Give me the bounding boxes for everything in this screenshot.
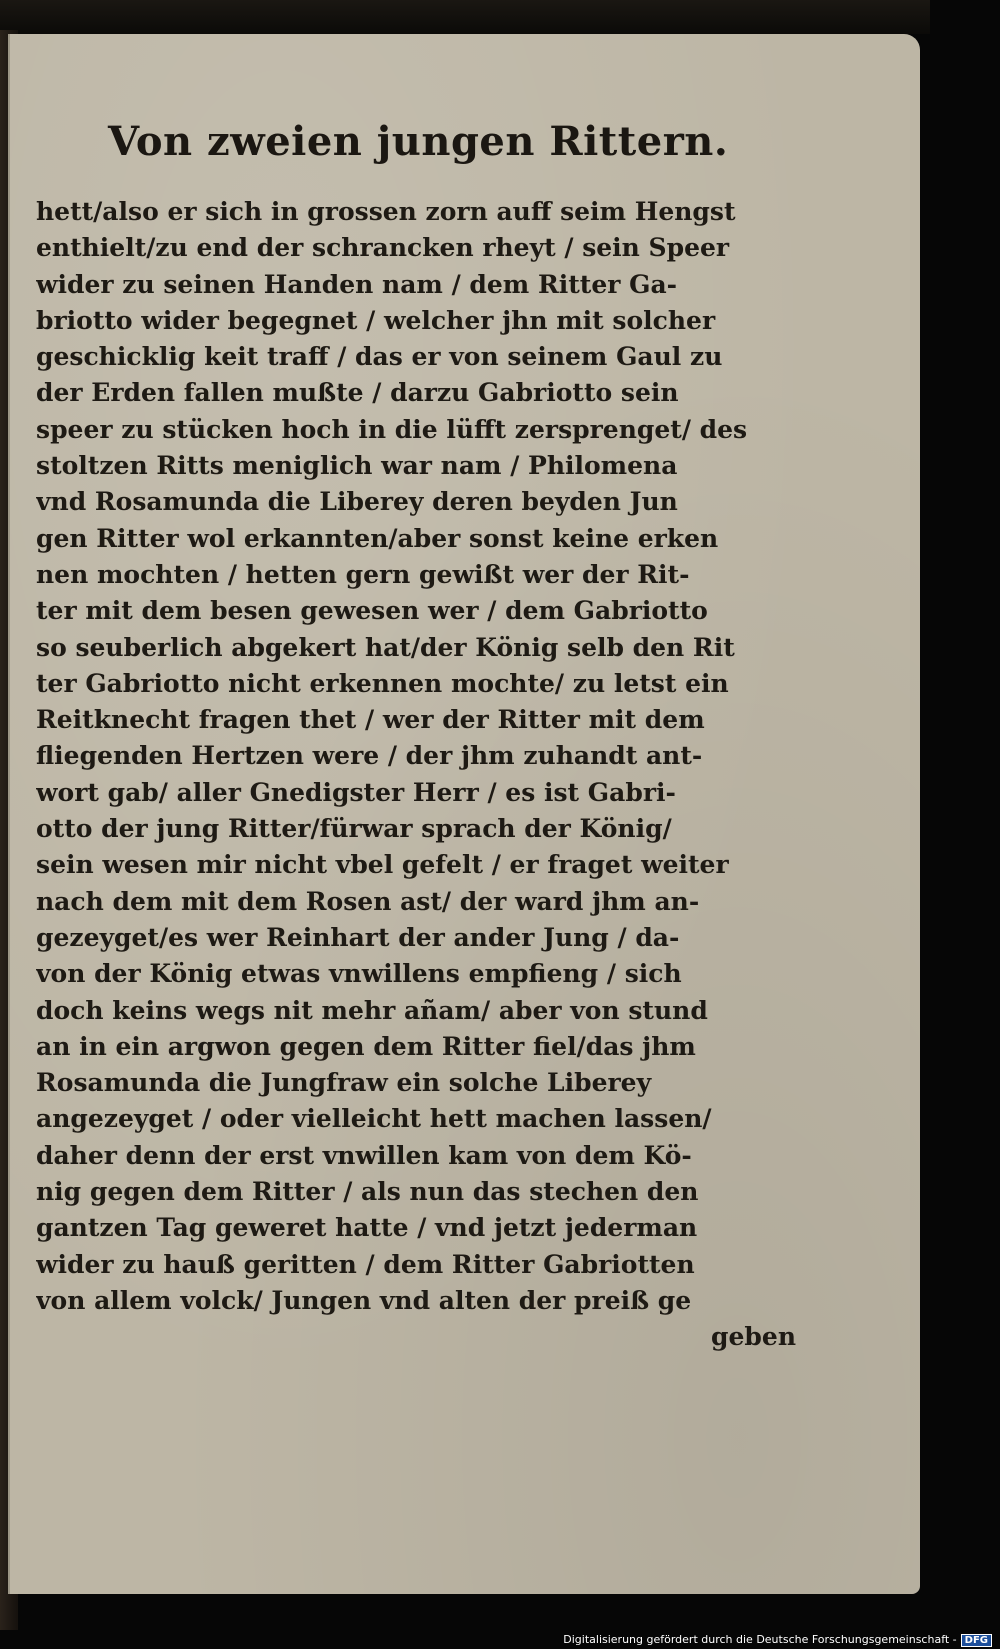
text-line: fliegenden Hertzen were / der jhm zuhandt ant-: [36, 741, 703, 771]
digitization-credit: [563, 1633, 992, 1647]
text-line: von der König etwas vnwillens empfieng / sich: [36, 959, 682, 989]
text-line: geschicklig keit traff / das er von seinem Gaul zu: [36, 342, 723, 372]
text-line: von allem volck/ Jungen vnd alten der preiß ge: [36, 1285, 692, 1315]
page-text-block: [36, 194, 796, 1356]
dfg-logo: DFG: [961, 1634, 992, 1647]
text-line: nig gegen dem Ritter / als nun das stechen den: [36, 1177, 699, 1207]
text-line: gezeyget/es wer Reinhart der ander Jung / da-: [36, 922, 680, 952]
text-line: nen mochten / hetten gern gewißt wer der Rit-: [36, 559, 690, 589]
text-line: otto der jung Ritter/fürwar sprach der König/: [36, 814, 672, 844]
text-line: an in ein argwon gegen dem Ritter fiel/das jhm: [36, 1031, 696, 1061]
text-line: der Erden fallen mußte / darzu Gabriotto sein: [36, 378, 679, 408]
text-line: Reitknecht fragen thet / wer der Ritter mit dem: [36, 705, 705, 735]
text-line: enthielt/zu end der schrancken rheyt / sein Speer: [36, 233, 730, 263]
digitization-credit-text: Digitalisierung gefördert durch die Deutsche Forschungsgemeinschaft -: [563, 1633, 957, 1646]
text-line: wort gab/ aller Gnedigster Herr / es ist Gabri-: [36, 777, 676, 807]
text-line: ter mit dem besen gewesen wer / dem Gabriotto: [36, 596, 708, 626]
text-line: wider zu hauß geritten / dem Ritter Gabriotten: [36, 1249, 695, 1279]
text-line: stoltzen Ritts meniglich war nam / Philomena: [36, 451, 678, 481]
text-line: daher denn der erst vnwillen kam von dem Kö-: [36, 1140, 692, 1170]
text-line: briotto wider begegnet / welcher jhn mit solcher: [36, 305, 716, 335]
text-line: hett/also er sich in grossen zorn auff seim Hengst: [36, 197, 736, 226]
text-line: gantzen Tag geweret hatte / vnd jetzt jederman: [36, 1213, 698, 1243]
text-line: Rosamunda die Jungfraw ein solche Liberey: [36, 1068, 652, 1098]
text-line: nach dem mit dem Rosen ast/ der ward jhm an-: [36, 886, 700, 916]
page-running-title: Von zweien jungen Rittern.: [108, 118, 729, 165]
text-line: doch keins wegs nit mehr añam/ aber von stund: [36, 995, 708, 1025]
text-line: speer zu stücken hoch in die lüfft zersprenget/ des: [36, 414, 748, 444]
book-cover-edge-top: [0, 0, 930, 34]
book-page: [8, 34, 920, 1594]
catchword: geben: [711, 1322, 796, 1352]
text-line: ter Gabriotto nicht erkennen mochte/ zu letst ein: [36, 668, 729, 698]
text-line: sein wesen mir nicht vbel gefelt / er fraget weiter: [36, 850, 729, 880]
text-line: wider zu seinen Handen nam / dem Ritter Ga-: [36, 269, 678, 299]
text-line: vnd Rosamunda die Liberey deren beyden Jun: [36, 487, 678, 517]
text-line: gen Ritter wol erkannten/aber sonst keine erken: [36, 523, 719, 553]
text-line: so seuberlich abgekert hat/der König selb den Rit: [36, 632, 735, 662]
text-line: angezeyget / oder vielleicht hett machen lassen/: [36, 1104, 712, 1134]
